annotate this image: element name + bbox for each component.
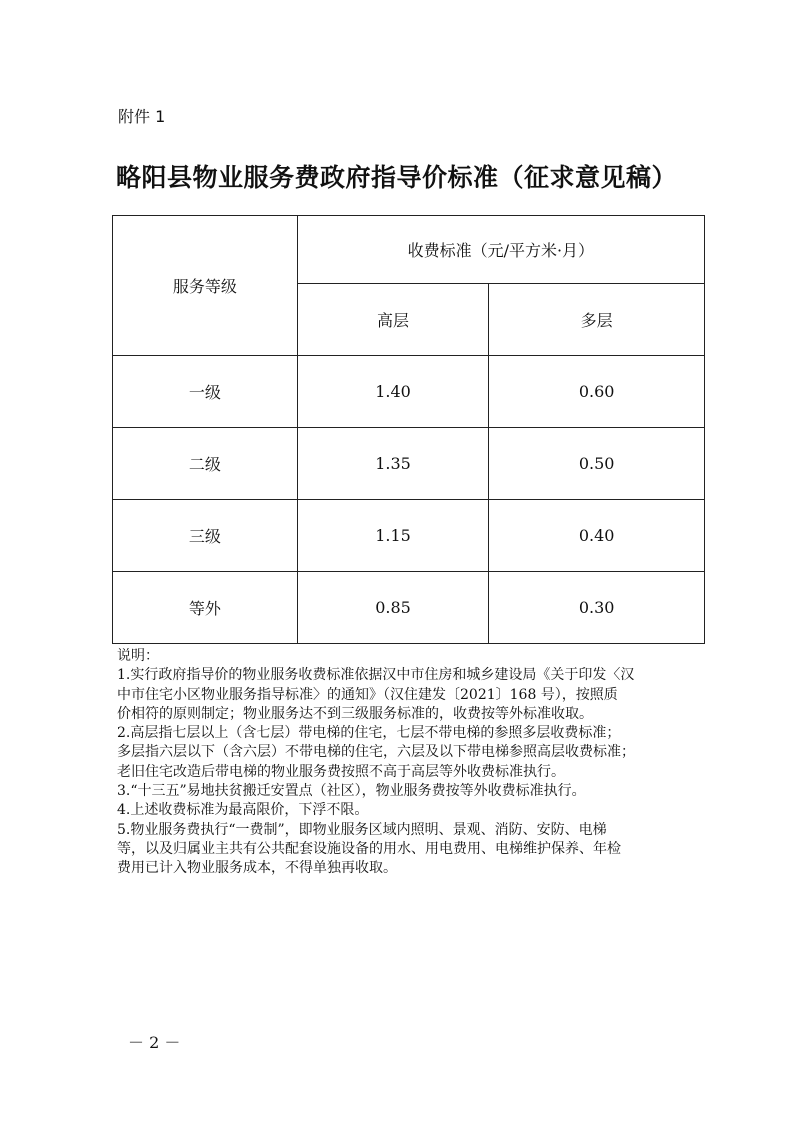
- note-line: 价相符的原则制定；物业服务达不到三级服务标准的，收费按等外标准收取。: [117, 705, 593, 722]
- multi-story-cell: 0.60: [489, 356, 705, 428]
- note-line: 5.物业服务费执行“一费制”，即物业服务区域内照明、景观、消防、安防、电梯: [117, 821, 607, 838]
- table-header-row: [113, 216, 705, 284]
- notes-heading: 说明：: [117, 648, 159, 664]
- attachment-label: 附件 1: [118, 107, 166, 126]
- high-rise-cell: 1.15: [297, 500, 489, 572]
- fee-header: 收费标准（元/平方米·月）: [297, 216, 704, 284]
- fee-standard-table: [112, 215, 705, 644]
- high-rise-cell: 0.85: [297, 572, 489, 644]
- grade-header: 服务等级: [113, 216, 298, 356]
- note-line: 等，以及归属业主共有公共配套设施设备的用水、用电费用、电梯维护保养、年检: [117, 840, 621, 857]
- multi-story-cell: 0.50: [489, 428, 705, 500]
- document-title: 略阳县物业服务费政府指导价标准（征求意见稿）: [115, 163, 677, 192]
- grade-cell: 二级: [113, 428, 298, 500]
- note-line: 费用已计入物业服务成本，不得单独再收取。: [117, 860, 397, 877]
- table-row: [113, 428, 705, 500]
- note-line: 多层指六层以下（含六层）不带电梯的住宅，六层及以下带电梯参照高层收费标准；: [117, 744, 635, 761]
- page-number: － 2 －: [128, 1033, 181, 1052]
- multi-story-header: 多层: [489, 284, 705, 356]
- table-row: [113, 500, 705, 572]
- high-rise-cell: 1.40: [297, 356, 489, 428]
- table-row: [113, 572, 705, 644]
- note-line: 2.高层指七层以上（含七层）带电梯的住宅，七层不带电梯的参照多层收费标准；: [117, 725, 621, 742]
- notes-section: [117, 647, 707, 879]
- table-row: [113, 356, 705, 428]
- multi-story-cell: 0.30: [489, 572, 705, 644]
- multi-story-cell: 0.40: [489, 500, 705, 572]
- note-line: 中市住宅小区物业服务指导标准〉的通知》（汉住建发〔2021〕168 号），按照质: [117, 686, 618, 703]
- grade-cell: 一级: [113, 356, 298, 428]
- grade-cell: 等外: [113, 572, 298, 644]
- note-line: 3.“十三五”易地扶贫搬迁安置点（社区），物业服务费按等外收费标准执行。: [117, 783, 586, 800]
- high-rise-cell: 1.35: [297, 428, 489, 500]
- grade-cell: 三级: [113, 500, 298, 572]
- high-rise-header: 高层: [297, 284, 489, 356]
- note-line: 1.实行政府指导价的物业服务收费标准依据汉中市住房和城乡建设局《关于印发〈汉: [117, 667, 635, 684]
- note-line: 4.上述收费标准为最高限价，下浮不限。: [117, 802, 369, 819]
- note-line: 老旧住宅改造后带电梯的物业服务费按照不高于高层等外收费标准执行。: [117, 763, 565, 780]
